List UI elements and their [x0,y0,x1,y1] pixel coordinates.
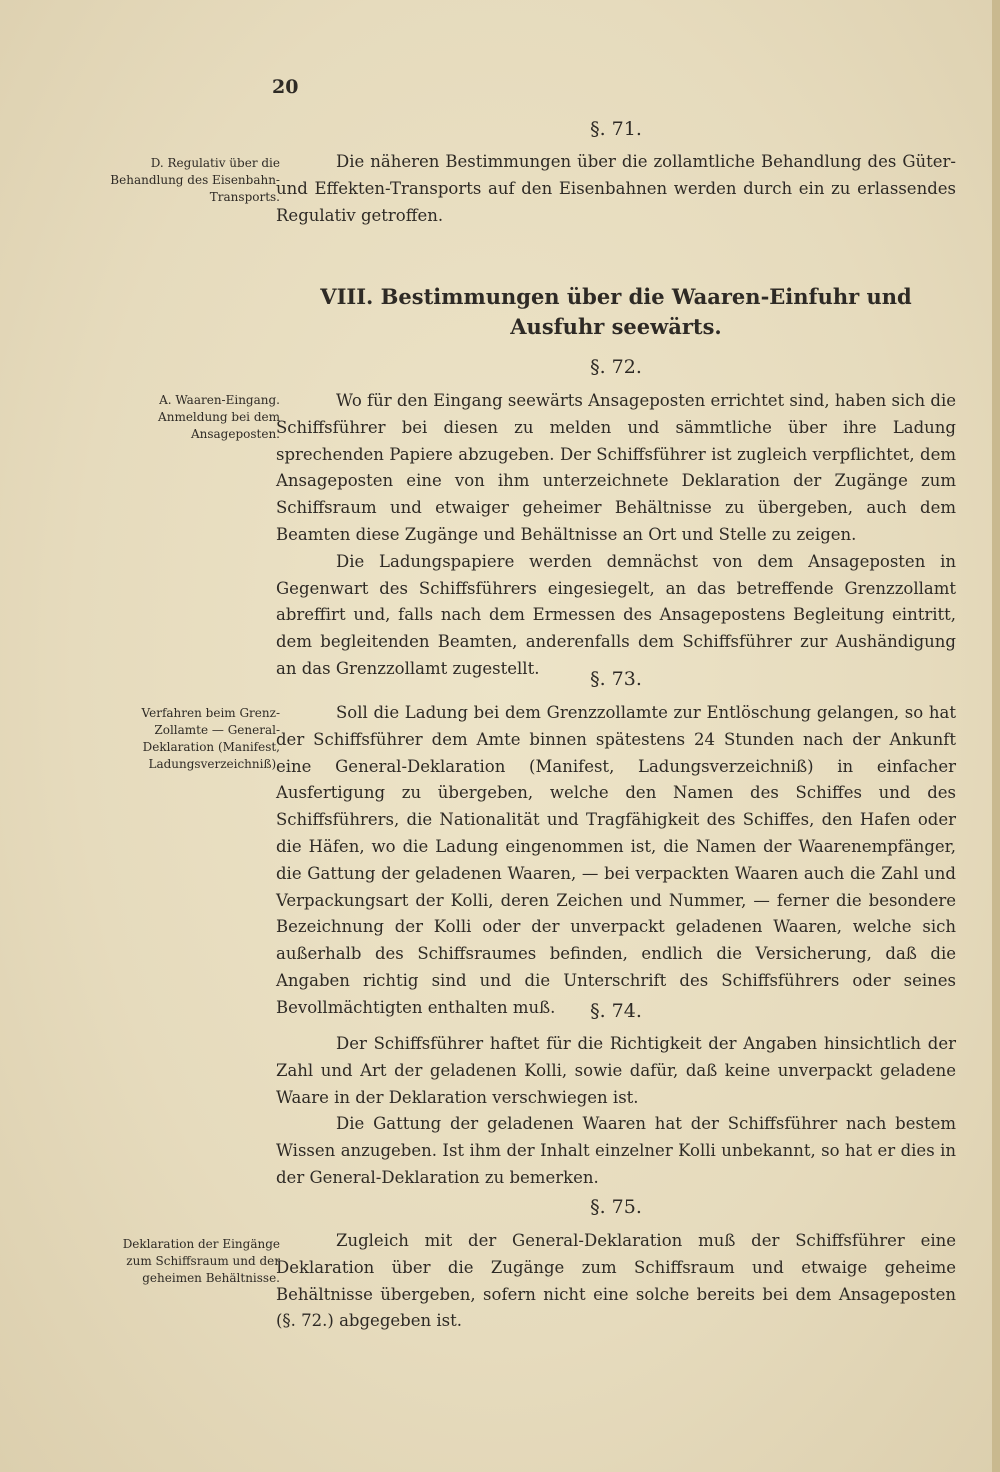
paragraph: Der Schiffsführer haftet für die Richtigkeit der Angaben hinsichtlich der Zahl und Art der geladenen Kolli, sowie dafür, daß keine unverpackt geladene Waare in der Deklaration verschwiegen ist. [276,1034,956,1107]
paragraph: Wo für den Eingang seewärts Ansageposten errichtet sind, haben sich die Schiffsführer bei diesen zu melden und sämmtliche über ihre Ladung sprechenden Papiere abzugeben. Der Schiffsführer ist zugleich verpflichtet, dem Ansageposten eine von ihm unterzeichnete Deklaration der Zugänge zum Schiffsraum und etwaiger geheimer Behältnisse zu übergeben, auch dem Beamten diese Zugänge und Behältnisse an Ort und Stelle zu zeigen. [276,391,956,544]
section-74-number: §. 74. [590,1000,642,1022]
section-73-body [276,700,956,1022]
section-72-number: §. 72. [590,356,642,378]
margin-note-s71: D. Regulativ über die Behandlung des Eisenbahn-Transports. [110,156,280,204]
paragraph: Die Ladungspapiere werden demnächst von dem Ansageposten in Gegenwart des Schiffsführers eingesiegelt, an das betreffende Grenzzollamt abreffirt und, falls nach dem Ermessen des Ansagepostens Begleitung eintritt, dem begleitenden Beamten, anderenfalls dem Schiffsführer zur Aushändigung an das Grenzzollamt zugestellt. [276,551,956,678]
section-71-number: §. 71. [590,118,642,140]
margin-note-s72: A. Waaren-Eingang. Anmeldung bei dem Ansageposten. [158,393,280,441]
section-73-number: §. 73. [590,668,642,690]
paragraph: Zugleich mit der General-Deklaration muß der Schiffsführer eine Deklaration über die Zugänge zum Schiffsraum und etwaige geheime Behältnisse übergeben, sofern nicht eine solche bereits bei dem Ansageposten (§. 72.) abgegeben ist. [276,1231,956,1331]
paragraph: Die näheren Bestimmungen über die zollamtliche Behandlung des Güter- und Effekten-Transports auf den Eisenbahnen werden durch ein zu erlassendes Regulativ getroffen. [276,152,956,225]
paragraph: Soll die Ladung bei dem Grenzzollamte zur Entlöschung gelangen, so hat der Schiffsführer dem Amte binnen spätestens 24 Stunden nach der Ankunft eine General-Deklaration (Manifest, Ladungsverzeichniß) in einfacher Ausfertigung zu übergeben, welche den Namen des Schiffes und des Schiffsführers, die Nationalität und Tragfähigkeit des Schiffes, den Hafen oder die Häfen, wo die Ladung eingenommen ist, die Namen der Waarenempfänger, die Gattung der geladenen Waaren, — bei verpackten Waaren auch die Zahl und Verpackungsart der Kolli, deren Zeichen und Nummer, — ferner die besondere Bezeichnung der Kolli oder der unverpackt geladenen Waaren, welche sich außerhalb des Schiffsraumes befinden, endlich die Versicherung, daß die Angaben richtig sind und die Unterschrift des Schiffsführers oder seines Bevollmächtigten enthalten muß. [276,703,956,1017]
chapter-heading: VIII. Bestimmungen über die Waaren-Einfuhr und Ausfuhr seewärts. [320,284,912,339]
section-74-body [276,1031,956,1192]
page-edge [992,0,1000,1472]
section-71-body [276,149,956,229]
margin-note-s73: Verfahren beim Grenz-Zollamte — General-Deklaration (Manifest, Ladungsverzeichniß). [141,706,280,771]
page-number: 20 [272,76,299,98]
paragraph: Die Gattung der geladenen Waaren hat der Schiffsführer nach bestem Wissen anzugeben. Ist ihm der Inhalt einzelner Kolli unbekannt, so hat er dies in der General-Deklaration zu bemerken. [276,1114,956,1187]
margin-note-s75: Deklaration der Eingänge zum Schiffsraum und der geheimen Behältnisse. [122,1237,280,1285]
section-75-body [276,1228,956,1335]
section-72-body [276,388,956,683]
section-75-number: §. 75. [590,1196,642,1218]
